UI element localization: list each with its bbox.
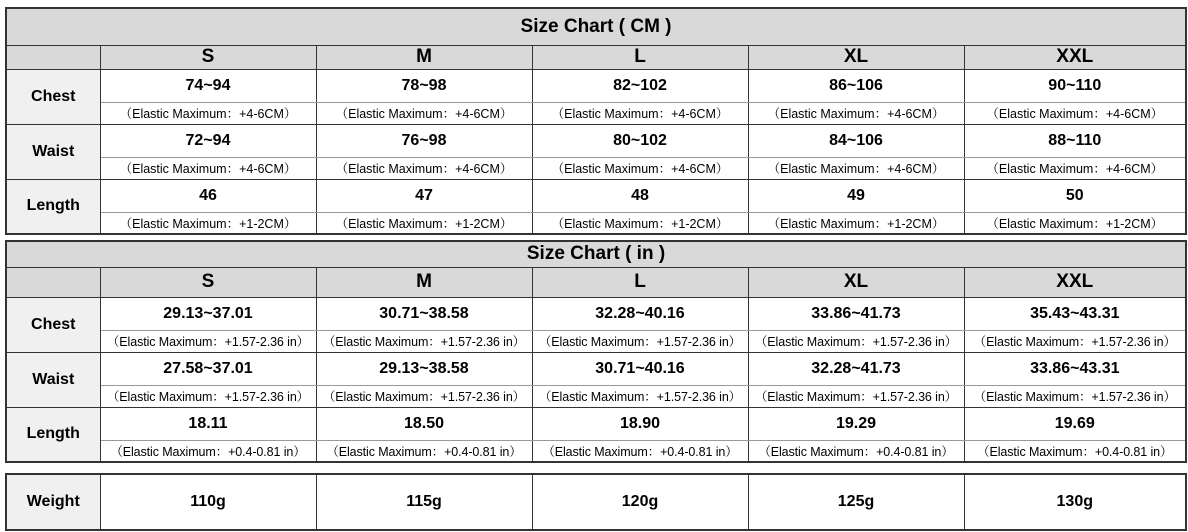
size-header-s: S: [100, 45, 316, 69]
size-header-l: L: [532, 267, 748, 297]
cell-note: （Elastic Maximum：+1-2CM）: [964, 212, 1186, 234]
corner-cell: [6, 45, 100, 69]
size-header-xl: XL: [748, 45, 964, 69]
cell-note: （Elastic Maximum：+1-2CM）: [316, 212, 532, 234]
cell-note: （Elastic Maximum：+1.57-2.36 in）: [532, 385, 748, 407]
cell-value: 32.28~40.16: [532, 297, 748, 330]
cell-note: （Elastic Maximum：+1.57-2.36 in）: [748, 385, 964, 407]
cell-value: 29.13~37.01: [100, 297, 316, 330]
cell-value: 18.50: [316, 407, 532, 440]
cell-note: （Elastic Maximum：+0.4-0.81 in）: [316, 440, 532, 462]
cell-value: 35.43~43.31: [964, 297, 1186, 330]
cell-note: （Elastic Maximum：+1.57-2.36 in）: [964, 385, 1186, 407]
cell-note: （Elastic Maximum：+0.4-0.81 in）: [100, 440, 316, 462]
cell-note: （Elastic Maximum：+4-6CM）: [748, 102, 964, 124]
size-chart-in-title: Size Chart ( in ): [6, 241, 1186, 267]
cell-value: 47: [316, 179, 532, 212]
cell-value: 19.29: [748, 407, 964, 440]
size-chart-cm-title: Size Chart ( CM ): [6, 8, 1186, 45]
row-label-chest: Chest: [6, 69, 100, 124]
cell-value: 82~102: [532, 69, 748, 102]
cell-note: （Elastic Maximum：+1-2CM）: [748, 212, 964, 234]
cell-note: （Elastic Maximum：+4-6CM）: [316, 102, 532, 124]
cell-note: （Elastic Maximum：+1.57-2.36 in）: [748, 330, 964, 352]
cell-note: （Elastic Maximum：+4-6CM）: [100, 157, 316, 179]
cell-value: 76~98: [316, 124, 532, 157]
cell-value: 78~98: [316, 69, 532, 102]
cell-value: 80~102: [532, 124, 748, 157]
cell-value: 49: [748, 179, 964, 212]
cell-note: （Elastic Maximum：+1.57-2.36 in）: [100, 330, 316, 352]
weight-value: 120g: [532, 474, 748, 530]
row-label-weight: Weight: [6, 474, 100, 530]
size-header-s: S: [100, 267, 316, 297]
cell-value: 88~110: [964, 124, 1186, 157]
cell-value: 48: [532, 179, 748, 212]
size-chart-cm-table: [5, 7, 1187, 235]
cell-note: （Elastic Maximum：+0.4-0.81 in）: [748, 440, 964, 462]
cell-note: （Elastic Maximum：+1.57-2.36 in）: [964, 330, 1186, 352]
cell-value: 18.11: [100, 407, 316, 440]
cell-value: 30.71~38.58: [316, 297, 532, 330]
cell-note: （Elastic Maximum：+1.57-2.36 in）: [100, 385, 316, 407]
cell-note: （Elastic Maximum：+1-2CM）: [100, 212, 316, 234]
cell-note: （Elastic Maximum：+0.4-0.81 in）: [964, 440, 1186, 462]
cell-value: 46: [100, 179, 316, 212]
cell-note: （Elastic Maximum：+0.4-0.81 in）: [532, 440, 748, 462]
cell-note: （Elastic Maximum：+1.57-2.36 in）: [316, 385, 532, 407]
cell-value: 72~94: [100, 124, 316, 157]
weight-value: 125g: [748, 474, 964, 530]
weight-value: 115g: [316, 474, 532, 530]
cell-value: 90~110: [964, 69, 1186, 102]
cell-value: 18.90: [532, 407, 748, 440]
size-chart-in-table: [5, 240, 1187, 463]
row-label-chest: Chest: [6, 297, 100, 352]
cell-value: 50: [964, 179, 1186, 212]
cell-value: 74~94: [100, 69, 316, 102]
cell-note: （Elastic Maximum：+4-6CM）: [964, 102, 1186, 124]
row-label-waist: Waist: [6, 352, 100, 407]
cell-value: 27.58~37.01: [100, 352, 316, 385]
cell-note: （Elastic Maximum：+1.57-2.36 in）: [532, 330, 748, 352]
cell-note: （Elastic Maximum：+1-2CM）: [532, 212, 748, 234]
cell-note: （Elastic Maximum：+4-6CM）: [316, 157, 532, 179]
cell-value: 86~106: [748, 69, 964, 102]
size-header-m: M: [316, 45, 532, 69]
cell-value: 33.86~43.31: [964, 352, 1186, 385]
cell-note: （Elastic Maximum：+4-6CM）: [532, 102, 748, 124]
size-header-xxl: XXL: [964, 45, 1186, 69]
cell-note: （Elastic Maximum：+4-6CM）: [100, 102, 316, 124]
row-label-waist: Waist: [6, 124, 100, 179]
size-header-xxl: XXL: [964, 267, 1186, 297]
size-header-l: L: [532, 45, 748, 69]
cell-note: （Elastic Maximum：+4-6CM）: [748, 157, 964, 179]
cell-value: 84~106: [748, 124, 964, 157]
cell-value: 33.86~41.73: [748, 297, 964, 330]
row-label-length: Length: [6, 179, 100, 234]
weight-value: 130g: [964, 474, 1186, 530]
size-header-xl: XL: [748, 267, 964, 297]
cell-value: 30.71~40.16: [532, 352, 748, 385]
cell-note: （Elastic Maximum：+4-6CM）: [532, 157, 748, 179]
cell-note: （Elastic Maximum：+1.57-2.36 in）: [316, 330, 532, 352]
weight-value: 110g: [100, 474, 316, 530]
cell-value: 19.69: [964, 407, 1186, 440]
cell-value: 32.28~41.73: [748, 352, 964, 385]
corner-cell: [6, 267, 100, 297]
row-label-length: Length: [6, 407, 100, 462]
weight-table: [5, 473, 1187, 531]
size-header-m: M: [316, 267, 532, 297]
cell-note: （Elastic Maximum：+4-6CM）: [964, 157, 1186, 179]
cell-value: 29.13~38.58: [316, 352, 532, 385]
